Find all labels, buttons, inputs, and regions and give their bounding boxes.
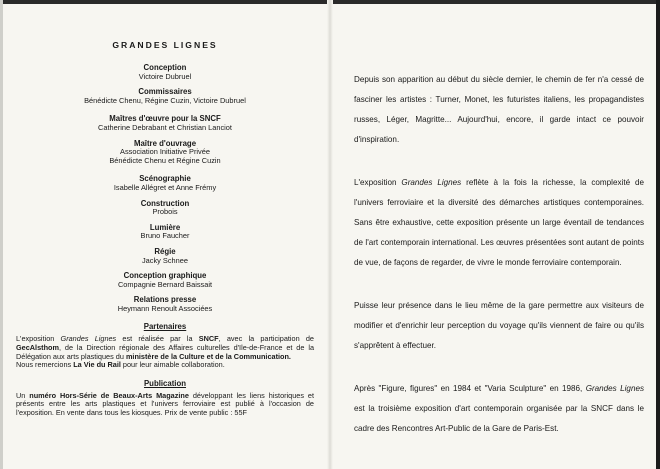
text-run: , avec la participation de bbox=[218, 334, 314, 344]
text-run: pour leur aimable collaboration. bbox=[120, 360, 225, 370]
credit-names: Association Initiative Privée bbox=[120, 147, 210, 157]
page-gutter bbox=[327, 0, 333, 469]
credit-names: Compagnie Bernard Baissait bbox=[117, 279, 213, 289]
text-run: Nous remercions bbox=[16, 360, 74, 370]
credit-conception-graphique bbox=[6, 272, 324, 289]
exhibition-paragraph bbox=[354, 173, 644, 273]
text-run-bold: SNCF bbox=[198, 334, 219, 344]
publication-heading: Publication bbox=[143, 378, 187, 388]
right-page bbox=[354, 70, 644, 462]
text-run: , de la Direction régionale des Affaires culturelles d'Ile-de-France et de la Délégation aux arts plastiques du bbox=[16, 343, 314, 361]
text-run-bold: La Vie du Rail bbox=[73, 360, 121, 370]
credit-role: Conception bbox=[143, 63, 187, 72]
text-run-bold: GecAlsthom bbox=[16, 343, 59, 353]
page-title: GRANDES LIGNES bbox=[112, 40, 218, 50]
credit-role: Régie bbox=[154, 246, 176, 256]
scan-edge-left bbox=[0, 0, 3, 469]
credit-role: Maître d'ouvrage bbox=[133, 138, 197, 148]
credit-regie bbox=[6, 248, 324, 265]
scan-edge-right bbox=[656, 0, 660, 469]
text-run-bold: numéro Hors-Série de Beaux-Arts Magazine bbox=[29, 390, 189, 400]
credit-names: Bénédicte Chenu et Régine Cuzin bbox=[109, 155, 221, 165]
credit-lumiere bbox=[6, 224, 324, 241]
partenaires-paragraph bbox=[6, 335, 324, 369]
credit-scenographie bbox=[6, 175, 324, 192]
credit-role: Scénographie bbox=[139, 174, 191, 184]
credit-role: Construction bbox=[140, 198, 190, 208]
text-run-italic: Grandes Lignes bbox=[401, 178, 462, 187]
text-run: Après "Figure, figures" en 1984 et "Varia Sculpture" en 1986, bbox=[354, 384, 586, 393]
credit-names: Heymann Renoult Associées bbox=[117, 303, 213, 313]
credit-names: Bruno Faucher bbox=[140, 231, 190, 241]
credit-names: Probois bbox=[152, 207, 178, 217]
text-run-italic: Grandes Lignes bbox=[585, 384, 644, 393]
credit-relations-presse bbox=[6, 296, 324, 313]
credit-names: Bénédicte Chenu, Régine Cuzin, Victoire Dubruel bbox=[84, 95, 246, 105]
text-run: L'exposition bbox=[16, 334, 61, 344]
credit-construction bbox=[6, 200, 324, 217]
text-run-italic: Grandes Lignes bbox=[60, 334, 117, 344]
credit-names: Catherine Debrabant et Christian Lanciot bbox=[98, 122, 232, 132]
left-page bbox=[6, 40, 324, 418]
credit-role: Maîtres d'œuvre pour la SNCF bbox=[109, 114, 221, 124]
credit-commissaires bbox=[6, 88, 324, 105]
text-run: Un bbox=[16, 390, 30, 400]
credit-names: Isabelle Allégret et Anne Frémy bbox=[113, 182, 217, 192]
history-paragraph bbox=[354, 379, 644, 439]
partenaires-heading: Partenaires bbox=[143, 322, 187, 332]
station-paragraph: Puisse leur présence dans le lieu même de la gare permettre aux visiteurs de modifier et d'enrichir leur perception du voyage qu'ils viennent de faire ou qu'ils s'apprêtent à effectuer. bbox=[354, 301, 644, 350]
credit-maitres-oeuvre bbox=[6, 115, 324, 132]
text-run: reflète à la fois la richesse, la complexité de l'univers ferroviaire et la diversité des démarches artistiques contemporaines. Sans être exhaustive, cette exposition présente un large éventail de tendances de l'art contemporain international. Les œuvres présentées sont autant de points de vue, de façons de regarder, de vivre le monde ferroviaire contemporain. bbox=[354, 178, 644, 267]
credit-role: Relations presse bbox=[133, 295, 197, 305]
credit-role: Commissaires bbox=[138, 87, 192, 97]
text-run: est la troisième exposition d'art contemporain organisée par la SNCF dans le cadre des Rencontres Art-Public de la Gare de Paris-Est. bbox=[354, 404, 644, 433]
credit-names: Victoire Dubruel bbox=[138, 71, 192, 81]
publication-paragraph bbox=[6, 392, 324, 418]
credit-maitre-ouvrage bbox=[6, 140, 324, 166]
credit-names: Jacky Schnee bbox=[141, 255, 188, 265]
credit-role: Lumière bbox=[149, 222, 181, 232]
intro-paragraph: Depuis son apparition au début du siècle dernier, le chemin de fer n'a cessé de fasciner les artistes : Turner, Monet, les futuristes italiens, les propagandistes russes, Léger, Magritte... Aujourd'hui, encore, il garde intact ce pouvoir d'inspiration. bbox=[354, 75, 644, 144]
credit-conception bbox=[6, 64, 324, 81]
credit-role: Conception graphique bbox=[123, 271, 207, 281]
text-run: est réalisée par la bbox=[116, 334, 199, 344]
text-run: L'exposition bbox=[354, 178, 402, 187]
credits-list bbox=[6, 64, 324, 313]
text-run-bold: ministère de la Culture et de la Communication. bbox=[125, 351, 291, 361]
text-run: développant les liens historiques et présents entre les arts plastiques et l'univers ferroviaire est publié à l'occasion de l'exposition. En vente dans tous les kiosques. Prix de vente public : 55F bbox=[16, 390, 315, 418]
